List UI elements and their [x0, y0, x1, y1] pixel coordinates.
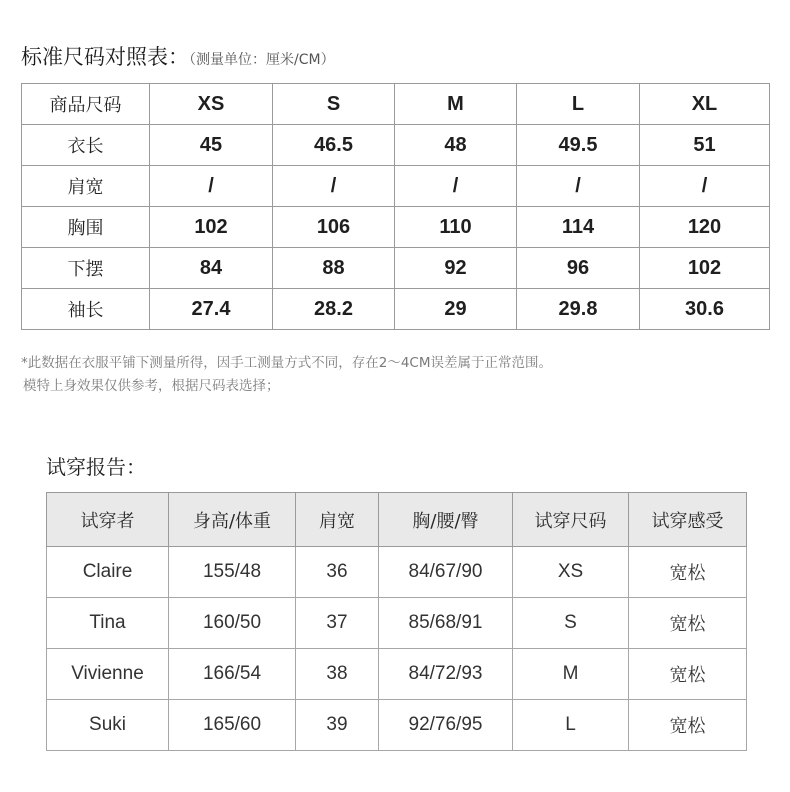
header-cell: M: [395, 84, 517, 125]
table-cell: 29: [395, 289, 517, 330]
table-cell: 29.8: [517, 289, 640, 330]
unit-note: （测量单位：厘米/CM）: [189, 52, 335, 68]
row-label: 下摆: [22, 248, 150, 289]
table-cell: /: [517, 166, 640, 207]
row-label: 肩宽: [22, 166, 150, 207]
table-cell: 88: [273, 248, 395, 289]
table-cell: /: [395, 166, 517, 207]
table-cell: 28.2: [273, 289, 395, 330]
table-cell: 165/60: [169, 700, 296, 751]
table-cell: 30.6: [640, 289, 770, 330]
header-cell: L: [517, 84, 640, 125]
header-cell: 胸/腰/臀: [379, 493, 513, 547]
size-chart-header-row: [22, 84, 770, 125]
table-cell: 宽松: [629, 598, 747, 649]
table-cell: 39: [296, 700, 379, 751]
table-cell: 160/50: [169, 598, 296, 649]
header-cell: S: [273, 84, 395, 125]
table-row: [47, 700, 747, 751]
table-cell: 102: [640, 248, 770, 289]
table-cell: 102: [150, 207, 273, 248]
table-cell: 51: [640, 125, 770, 166]
table-row: [22, 289, 770, 330]
table-cell: /: [150, 166, 273, 207]
table-row: [47, 598, 747, 649]
table-cell: 166/54: [169, 649, 296, 700]
table-cell: 宽松: [629, 547, 747, 598]
table-cell: 106: [273, 207, 395, 248]
table-row: [22, 166, 770, 207]
tester-name: Claire: [47, 547, 169, 598]
fit-report-table: [46, 492, 747, 751]
measurement-notes: [21, 352, 552, 398]
table-cell: 120: [640, 207, 770, 248]
fit-report-header-row: [47, 493, 747, 547]
tester-name: Suki: [47, 700, 169, 751]
table-cell: 38: [296, 649, 379, 700]
table-cell: /: [273, 166, 395, 207]
header-cell: XL: [640, 84, 770, 125]
row-label: 衣长: [22, 125, 150, 166]
table-cell: L: [513, 700, 629, 751]
table-cell: 114: [517, 207, 640, 248]
tester-name: Vivienne: [47, 649, 169, 700]
size-chart-table: [21, 83, 770, 330]
table-cell: 92: [395, 248, 517, 289]
table-cell: 84/72/93: [379, 649, 513, 700]
table-row: [47, 547, 747, 598]
table-cell: M: [513, 649, 629, 700]
table-cell: 84/67/90: [379, 547, 513, 598]
header-cell: 身高/体重: [169, 493, 296, 547]
table-cell: 27.4: [150, 289, 273, 330]
table-cell: 宽松: [629, 649, 747, 700]
header-cell: 肩宽: [296, 493, 379, 547]
table-cell: 49.5: [517, 125, 640, 166]
table-cell: S: [513, 598, 629, 649]
table-row: [22, 207, 770, 248]
table-cell: 85/68/91: [379, 598, 513, 649]
table-cell: 宽松: [629, 700, 747, 751]
table-cell: 46.5: [273, 125, 395, 166]
table-row: [22, 125, 770, 166]
table-cell: XS: [513, 547, 629, 598]
header-cell: 试穿感受: [629, 493, 747, 547]
table-row: [47, 649, 747, 700]
table-cell: 92/76/95: [379, 700, 513, 751]
table-cell: 110: [395, 207, 517, 248]
table-cell: 48: [395, 125, 517, 166]
table-row: [22, 248, 770, 289]
tester-name: Tina: [47, 598, 169, 649]
header-cell: 试穿尺码: [513, 493, 629, 547]
size-chart-title: [21, 41, 335, 71]
header-cell: XS: [150, 84, 273, 125]
header-cell: 试穿者: [47, 493, 169, 547]
row-label: 胸围: [22, 207, 150, 248]
table-cell: 45: [150, 125, 273, 166]
table-cell: /: [640, 166, 770, 207]
header-cell: 商品尺码: [22, 84, 150, 125]
size-chart-title-text: 标准尺码对照表：: [21, 45, 189, 69]
table-cell: 36: [296, 547, 379, 598]
table-cell: 155/48: [169, 547, 296, 598]
table-cell: 96: [517, 248, 640, 289]
note-line: 模特上身效果仅供参考，根据尺码表选择；: [23, 378, 280, 394]
table-cell: 37: [296, 598, 379, 649]
row-label: 袖长: [22, 289, 150, 330]
note-line: *此数据在衣服平铺下测量所得，因手工测量方式不同，存在2～4CM误差属于正常范围。: [21, 355, 553, 371]
fit-report-title: 试穿报告：: [46, 455, 146, 479]
table-cell: 84: [150, 248, 273, 289]
